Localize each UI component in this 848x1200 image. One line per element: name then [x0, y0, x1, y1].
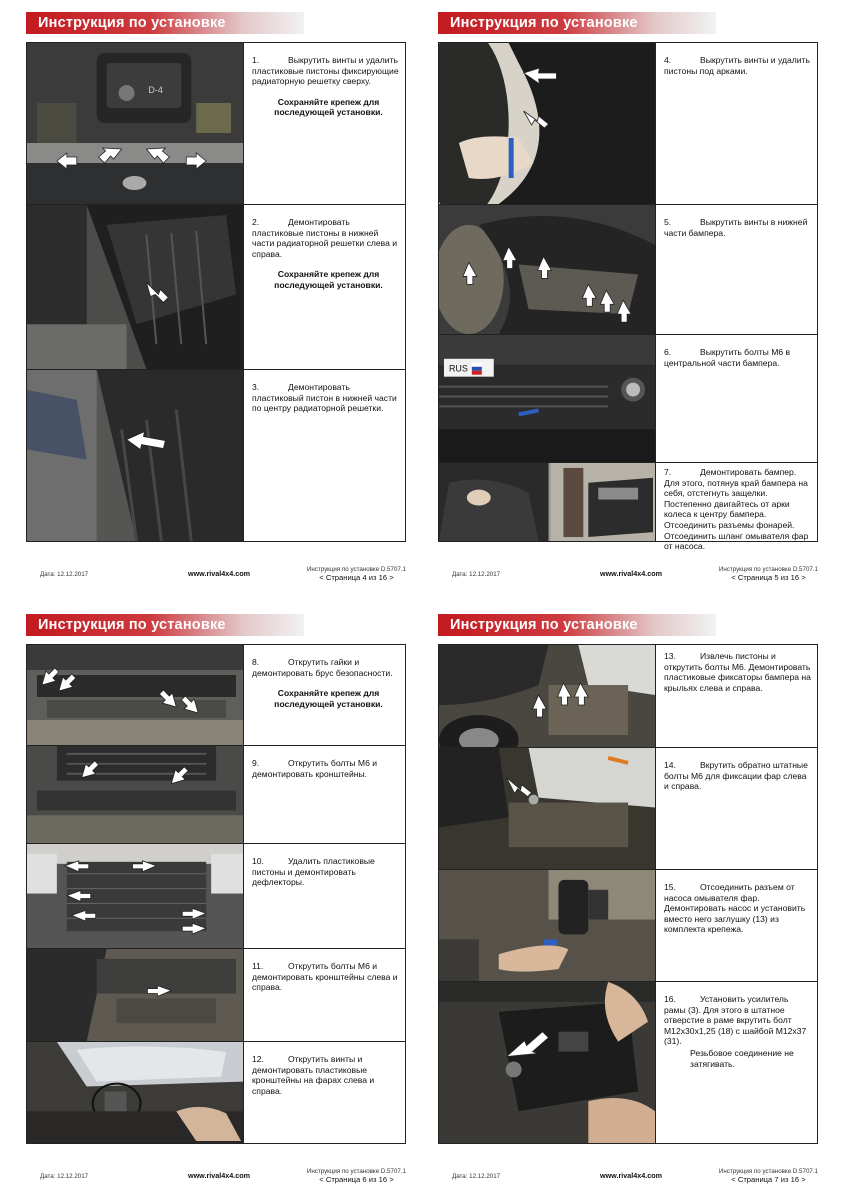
step-subnote: Резьбовое соединение не затягивать.: [690, 1047, 794, 1069]
step-text: [664, 870, 811, 935]
step-number: 16.: [664, 994, 676, 1004]
footer-doc-info: [719, 566, 818, 582]
steps-table: [438, 644, 818, 1144]
step-description: Демонтировать бампер. Для этого, потянув край бампера на себя, отстегнуть защелки. Постепенно двигайтесь от арки колеса к центру бампера. Отсоединить разъемы фонарей. Отсоединить шланг омывателя фар от насоса.: [664, 467, 809, 552]
footer-date: Дата: 12.12.2017: [40, 571, 89, 578]
page-footer: [26, 1168, 406, 1188]
step-number: 7.: [664, 467, 672, 477]
step-number: 12.: [252, 1054, 264, 1064]
step-photo-washer-pump: [439, 870, 656, 981]
step-number: 9.: [252, 758, 260, 768]
step-text: [664, 982, 811, 1069]
step-photo-bumper-removal: [439, 463, 656, 541]
step-description: Выкрутить винты и удалить пистоны под арками.: [664, 55, 811, 76]
step-number: 4.: [664, 55, 672, 65]
manual-page: [26, 12, 410, 592]
step-row: [27, 43, 405, 204]
step-text: [252, 746, 399, 779]
step-row: [27, 204, 405, 369]
step-row: [439, 204, 817, 334]
step-row: [27, 369, 405, 541]
step-number: 10.: [252, 856, 264, 866]
page-number: 4: [362, 573, 367, 582]
step-photo-wheel-arch: [439, 43, 656, 204]
footer-doc-id: Инструкция по установке D.5707.1: [718, 1168, 818, 1175]
step-description: Установить усилитель рамы (3). Для этого в штатное отверстие в раме вкрутить болт М12х30х1,25 (18) с шайбой М12х37 (31).: [664, 994, 807, 1047]
step-photo-brackets: [27, 746, 244, 843]
step-text: [252, 645, 399, 709]
footer-doc-info: [307, 566, 406, 582]
step-number: 11.: [252, 961, 264, 971]
step-description: Демонтировать пластиковые пистоны в нижней части радиаторной решетки слева и справа.: [252, 217, 398, 259]
step-number: 13.: [664, 651, 676, 661]
step-row: [27, 948, 405, 1041]
step-row: [27, 645, 405, 745]
step-number: 3.: [252, 382, 260, 392]
step-number: 8.: [252, 657, 260, 667]
page-number: 6: [362, 1175, 367, 1184]
step-note: Сохраняйте крепеж для последующей установки.: [274, 269, 383, 290]
page-header: Инструкция по установке: [438, 614, 716, 636]
page-indicator: < Страница 4 из 16 >: [319, 573, 394, 582]
step-row: [27, 843, 405, 948]
step-row: [27, 1041, 405, 1143]
step-text: [252, 205, 399, 291]
step-description: Выкрутить винты в нижней части бампера.: [664, 217, 808, 238]
step-photo-bumper-underside: [439, 205, 656, 334]
step-text: [664, 43, 811, 76]
page-footer: [438, 566, 818, 586]
step-number: 14.: [664, 760, 676, 770]
svg-text:RUS: RUS: [448, 363, 468, 374]
steps-table: [26, 644, 406, 1144]
manual-page: [438, 12, 822, 592]
step-text: [664, 205, 811, 238]
footer-doc-id: Инструкция по установке D.5707.1: [718, 566, 818, 573]
step-text: [664, 748, 811, 792]
step-description: Открутить винты и демонтировать пластиковые кронштейны на фарах слева и справа.: [252, 1054, 375, 1096]
step-row: [439, 462, 817, 552]
steps-table: [26, 42, 406, 542]
step-photo-frame-reinforcement: [439, 982, 656, 1143]
step-number: 5.: [664, 217, 672, 227]
step-photo-fender-clips: [439, 645, 656, 747]
step-photo-safety-beam: [27, 645, 244, 745]
step-number: 1.: [252, 55, 260, 65]
step-number: 15.: [664, 882, 676, 892]
page-number: 7: [774, 1175, 779, 1184]
page-footer: [26, 566, 406, 586]
step-description: Открутить гайки и демонтировать брус безопасности.: [252, 657, 393, 678]
page-header: Инструкция по установке: [438, 12, 716, 34]
footer-doc-id: Инструкция по установке D.5707.1: [306, 1168, 406, 1175]
step-text: [664, 335, 811, 368]
step-text: [664, 463, 811, 552]
step-description: Вкрутить обратно штатные болты М6 для фиксации фар слева и справа.: [664, 760, 808, 792]
page-number: 5: [774, 573, 779, 582]
step-note: Сохраняйте крепеж для последующей установки.: [274, 688, 383, 709]
step-text: [252, 844, 399, 888]
step-description: Отсоединить разъем от насоса омывателя фар. Демонтировать насос и установить вместо него заглушку (13) из комплекта крепежа.: [664, 882, 806, 935]
page-footer: [438, 1168, 818, 1188]
step-description: Извлечь пистоны и открутить болты М6. Демонтировать пластиковые фиксаторы бампера на крыльях слева и справа.: [664, 651, 811, 693]
step-photo-headlight-bolts: [439, 748, 656, 869]
step-photo-deflectors: [27, 844, 244, 948]
step-text: [664, 645, 811, 693]
step-row: [439, 747, 817, 869]
step-row: [439, 645, 817, 747]
footer-date: Дата: 12.12.2017: [40, 1173, 89, 1180]
step-photo-side-brackets: [27, 949, 244, 1041]
page-indicator: < Страница 6 из 16 >: [319, 1175, 394, 1184]
step-description: Демонтировать пластиковый пистон в нижней части по центру радиаторной решетки.: [252, 382, 397, 414]
manual-page: [26, 614, 410, 1194]
footer-doc-info: [307, 1168, 406, 1184]
step-row: [439, 43, 817, 204]
step-text: [252, 43, 399, 118]
step-description: Открутить болты М6 и демонтировать кронштейны слева и справа.: [252, 961, 398, 993]
step-description: Удалить пластиковые пистоны и демонтировать дефлекторы.: [252, 856, 375, 888]
step-row: [439, 869, 817, 981]
step-photo-bumper-center: [439, 335, 656, 462]
svg-text:D-4: D-4: [148, 84, 163, 96]
page-header: Инструкция по установке: [26, 614, 304, 636]
step-text: [252, 949, 399, 993]
step-photo-headlight-brackets: [27, 1042, 244, 1143]
step-note: Сохраняйте крепеж для последующей установки.: [274, 96, 383, 118]
step-photo-engine-bay: [27, 43, 244, 204]
step-row: [439, 981, 817, 1143]
footer-date: Дата: 12.12.2017: [452, 571, 501, 578]
footer-date: Дата: 12.12.2017: [452, 1173, 501, 1180]
step-description: Выкрутить винты и удалить пластиковые пистоны фиксирующие радиаторную решетку сверху.: [252, 55, 399, 87]
step-row: [27, 745, 405, 843]
step-text: [252, 1042, 399, 1096]
footer-doc-id: Инструкция по установке D.5707.1: [306, 566, 406, 573]
footer-site-link[interactable]: www.rival4x4.com: [600, 569, 663, 578]
step-photo-grille-center: [27, 370, 244, 541]
footer-site-link[interactable]: www.rival4x4.com: [188, 569, 251, 578]
footer-doc-info: [719, 1168, 818, 1184]
step-row: [439, 334, 817, 462]
page-indicator: < Страница 5 из 16 >: [731, 573, 806, 582]
steps-table: [438, 42, 818, 552]
step-description: Выкрутить болты М6 в центральной части бампера.: [664, 347, 791, 368]
step-photo-grille-lower: [27, 205, 244, 369]
page-indicator: < Страница 7 из 16 >: [731, 1175, 806, 1184]
page-header: Инструкция по установке: [26, 12, 304, 34]
footer-site-link[interactable]: www.rival4x4.com: [600, 1171, 663, 1180]
step-text: [252, 370, 399, 414]
step-description: Открутить болты М6 и демонтировать кронштейны.: [252, 758, 378, 779]
step-number: 6.: [664, 347, 672, 357]
footer-site-link[interactable]: www.rival4x4.com: [188, 1171, 251, 1180]
manual-page: [438, 614, 822, 1194]
step-number: 2.: [252, 217, 260, 227]
